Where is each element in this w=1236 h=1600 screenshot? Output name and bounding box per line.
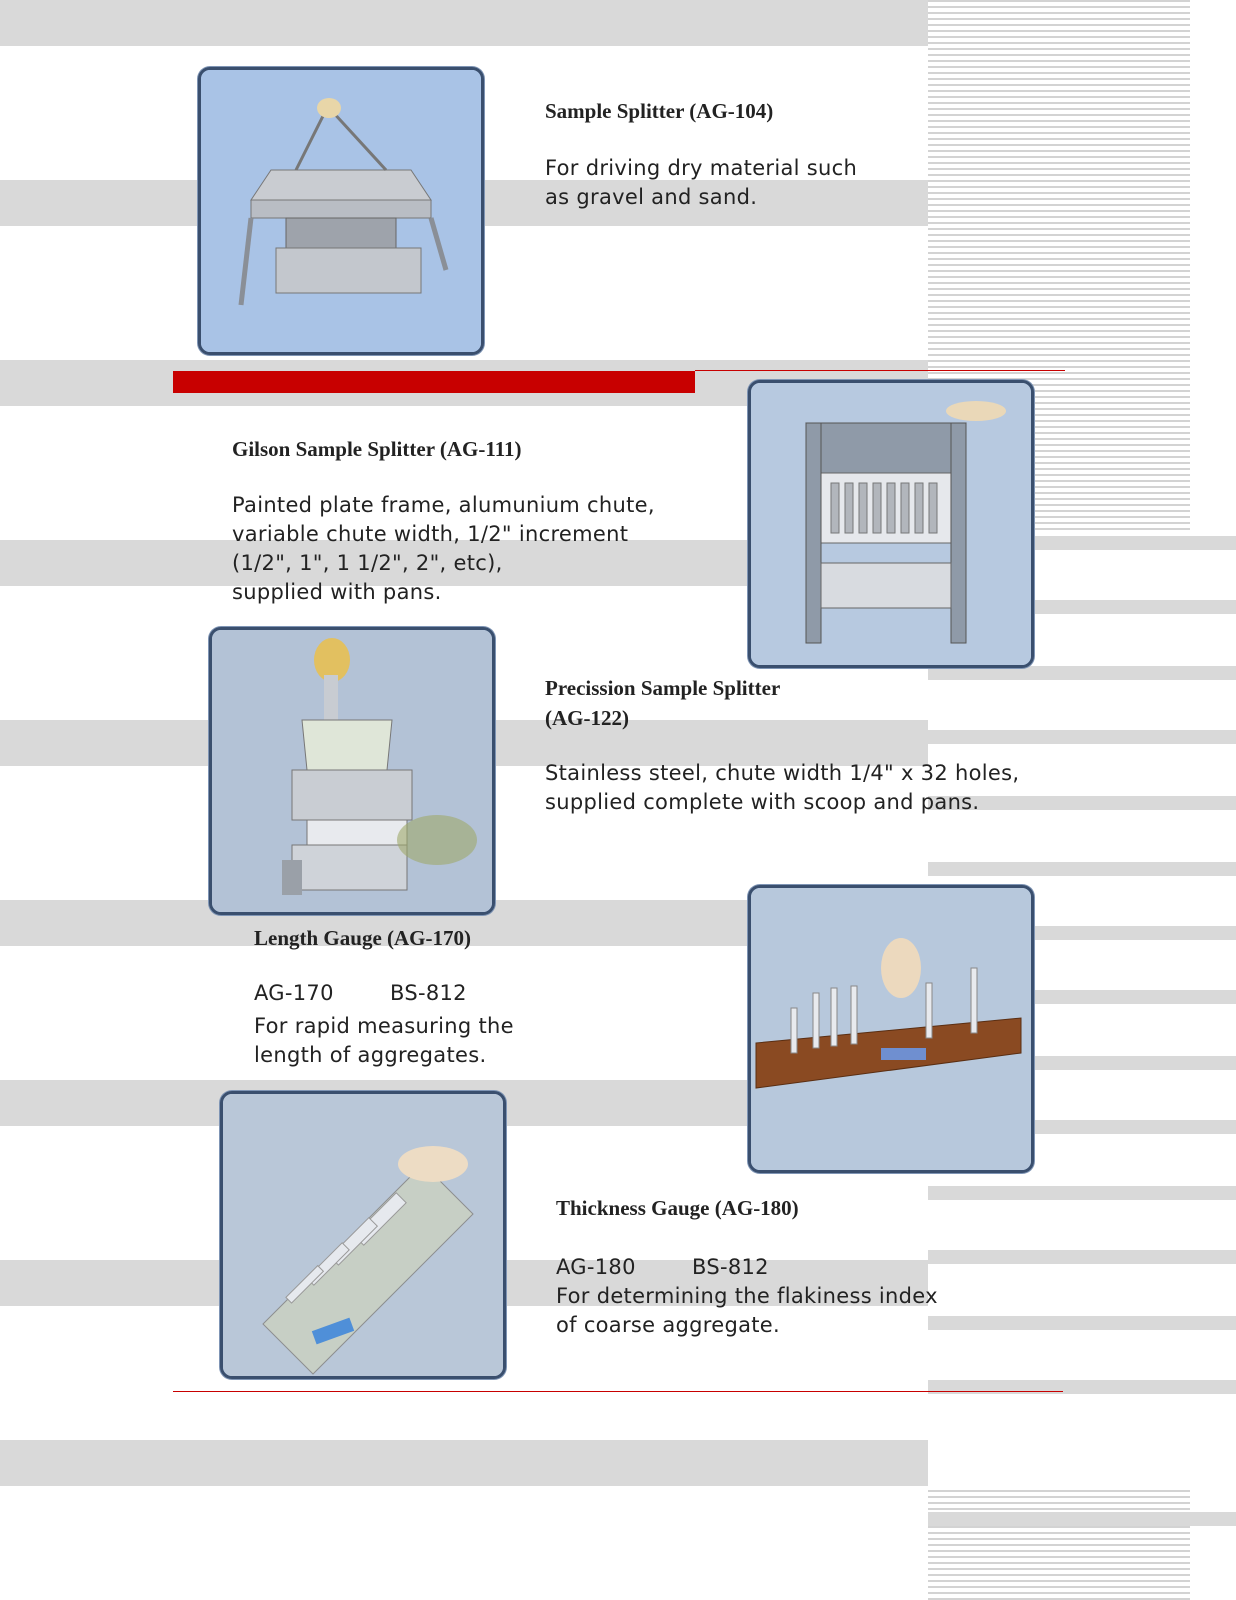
precission-splitter-description [545, 759, 1019, 817]
description-line: supplied with pans. [232, 580, 442, 604]
red-divider-thick [173, 371, 695, 393]
length-gauge-illustration [751, 888, 1031, 1170]
title-line: Precission Sample Splitter [545, 676, 781, 700]
thickness-gauge-title: Thickness Gauge (AG-180) [556, 1196, 799, 1220]
gilson-splitter-illustration [751, 383, 1031, 665]
gilson-splitter-photo [748, 380, 1034, 668]
code-row [556, 1253, 938, 1282]
gilson-splitter-title: Gilson Sample Splitter (AG-111) [232, 437, 522, 461]
length-gauge-description [254, 979, 514, 1070]
description-line: For determining the flakiness index [556, 1284, 938, 1308]
red-divider-bottom [173, 1391, 1063, 1392]
sample-splitter-description [545, 154, 857, 212]
length-gauge-title: Length Gauge (AG-170) [254, 926, 471, 950]
description-line: length of aggregates. [254, 1043, 487, 1067]
sample-splitter-photo [198, 67, 484, 355]
description-line: variable chute width, 1/2" increment [232, 522, 629, 546]
precission-splitter-title [545, 673, 780, 733]
code-row [254, 979, 514, 1008]
description-line: For rapid measuring the [254, 1014, 514, 1038]
background-band [0, 0, 928, 46]
right-stripes [928, 1490, 1190, 1600]
thickness-gauge-description [556, 1253, 938, 1340]
right-bar [928, 666, 1236, 680]
title-line: (AG-122) [545, 706, 629, 730]
precission-splitter-photo [209, 627, 495, 915]
thickness-gauge-illustration [223, 1094, 503, 1376]
background-band [0, 1440, 928, 1486]
right-bar [928, 1512, 1236, 1526]
description-line: supplied complete with scoop and pans. [545, 790, 980, 814]
right-bar [928, 862, 1236, 876]
product-code: AG-180 [556, 1255, 636, 1279]
right-bar [928, 1316, 1236, 1330]
standard-code: BS-812 [692, 1255, 769, 1279]
description-line: Stainless steel, chute width 1/4" x 32 holes, [545, 761, 1020, 785]
standard-code: BS-812 [390, 981, 467, 1005]
gilson-splitter-description [232, 491, 655, 607]
description-line: Painted plate frame, alumunium chute, [232, 493, 655, 517]
length-gauge-photo [748, 885, 1034, 1173]
description-line: as gravel and sand. [545, 185, 758, 209]
right-bar [928, 1186, 1236, 1200]
right-bar [928, 730, 1236, 744]
right-bar [928, 1250, 1236, 1264]
description-line: For driving dry material such [545, 156, 858, 180]
description-line: of coarse aggregate. [556, 1313, 780, 1337]
precission-splitter-illustration [212, 630, 492, 912]
description-line: (1/2", 1", 1 1/2", 2", etc), [232, 551, 503, 575]
red-divider-thin [695, 370, 1065, 371]
thickness-gauge-photo [220, 1091, 506, 1379]
product-code: AG-170 [254, 981, 334, 1005]
sample-splitter-title: Sample Splitter (AG-104) [545, 99, 774, 123]
sample-splitter-illustration [201, 70, 481, 352]
